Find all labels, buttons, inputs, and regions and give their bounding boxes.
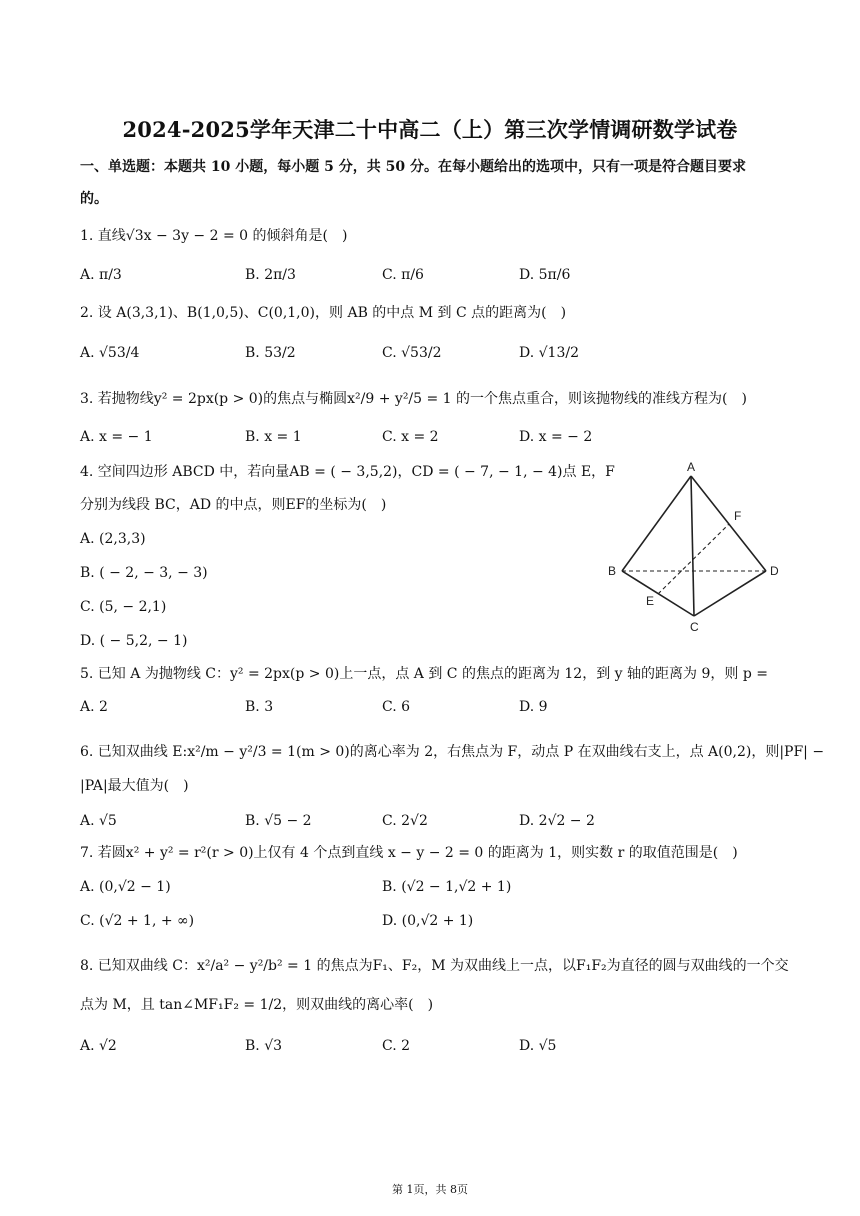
label-b: B xyxy=(608,564,617,578)
edge-ad xyxy=(691,476,766,571)
question-5-stem: 5. 已知 A 为抛物线 C：y² = 2px(p > 0)上一点，点 A 到 C 的焦点的距离为 12，到 y 轴的距离为 9，则 p = xyxy=(80,666,768,682)
question-8-option-c: C. 2 xyxy=(382,1038,411,1054)
question-6-option-c: C. 2√2 xyxy=(382,813,428,829)
question-7-stem: 7. 若圆x² + y² = r²(r > 0)上仅有 4 个点到直线 x − y − 2 = 0 的距离为 1，则实数 r 的取值范围是( ) xyxy=(80,845,738,861)
label-c: C xyxy=(690,620,699,634)
question-2-stem: 2. 设 A(3,3,1)、B(1,0,5)、C(0,1,0)，则 AB 的中点 M 到 C 点的距离为( ) xyxy=(80,305,567,321)
question-5-option-c: C. 6 xyxy=(382,699,411,715)
section-heading-line1: 一、单选题：本题共 10 小题，每小题 5 分，共 50 分。在每小题给出的选项中，只有一项是符合题目要求 xyxy=(80,159,746,175)
question-4-option-d: D. ( − 5,2, − 1) xyxy=(80,633,188,649)
label-e: E xyxy=(646,594,655,608)
edge-ab xyxy=(622,476,691,571)
question-1-option-c: C. π/6 xyxy=(382,267,424,283)
question-8-stem-line1: 8. 已知双曲线 C：x²/a² − y²/b² = 1 的焦点为F₁、F₂，M 为双曲线上一点，以F₁F₂为直径的圆与双曲线的一个交 xyxy=(80,958,789,974)
question-6-stem-line1: 6. 已知双曲线 E:x²/m − y²/3 = 1(m > 0)的离心率为 2，右焦点为 F，动点 P 在双曲线右支上，点 A(0,2)，则|PF| − xyxy=(80,744,825,760)
question-6-option-b: B. √5 − 2 xyxy=(245,813,312,829)
tetrahedron-figure xyxy=(606,456,786,634)
question-2-option-d: D. √13/2 xyxy=(519,345,579,361)
question-4-option-a: A. (2,3,3) xyxy=(80,531,146,547)
question-8-option-b: B. √3 xyxy=(245,1038,283,1054)
page-title: 2024-2025学年天津二十中高二（上）第三次学情调研数学试卷 xyxy=(122,117,738,142)
question-5-option-a: A. 2 xyxy=(80,699,108,715)
question-1-option-b: B. 2π/3 xyxy=(245,267,296,283)
question-4-stem-line1: 4. 空间四边形 ABCD 中，若向量AB = ( − 3,5,2)，CD = ( − 7, − 1, − 4)点 E，F xyxy=(80,464,615,480)
question-2-option-b: B. 53/2 xyxy=(245,345,296,361)
question-8-option-a: A. √2 xyxy=(80,1038,117,1054)
question-7-option-b: B. (√2 − 1,√2 + 1) xyxy=(382,879,512,895)
question-4-option-c: C. (5, − 2,1) xyxy=(80,599,167,615)
question-2-option-a: A. √53/4 xyxy=(80,345,140,361)
question-6-option-d: D. 2√2 − 2 xyxy=(519,813,595,829)
question-7-option-c: C. (√2 + 1, + ∞) xyxy=(80,913,195,929)
section-heading-line2: 的。 xyxy=(80,191,108,207)
edge-cd xyxy=(694,571,766,616)
question-1-option-a: A. π/3 xyxy=(80,267,122,283)
question-8-option-d: D. √5 xyxy=(519,1038,557,1054)
question-8-stem-line2: 点为 M，且 tan∠MF₁F₂ = 1/2，则双曲线的离心率( ) xyxy=(80,997,434,1013)
question-3-option-b: B. x = 1 xyxy=(245,429,302,445)
question-5-option-b: B. 3 xyxy=(245,699,274,715)
question-7-option-d: D. (0,√2 + 1) xyxy=(382,913,474,929)
question-7-option-a: A. (0,√2 − 1) xyxy=(80,879,171,895)
question-1-option-d: D. 5π/6 xyxy=(519,267,571,283)
label-a: A xyxy=(687,460,696,474)
question-5-option-d: D. 9 xyxy=(519,699,548,715)
question-4-option-b: B. ( − 2, − 3, − 3) xyxy=(80,565,208,581)
question-1-stem: 1. 直线√3x − 3y − 2 = 0 的倾斜角是( ) xyxy=(80,228,348,244)
page-footer: 第 1页，共 8页 xyxy=(392,1183,468,1196)
question-3-stem: 3. 若抛物线y² = 2px(p > 0)的焦点与椭圆x²/9 + y²/5 = 1 的一个焦点重合，则该抛物线的准线方程为( ) xyxy=(80,391,747,407)
label-f: F xyxy=(734,509,742,523)
question-6-stem-line2: |PA|最大值为( ) xyxy=(80,778,189,794)
question-3-option-c: C. x = 2 xyxy=(382,429,439,445)
label-d: D xyxy=(770,564,779,578)
question-6-option-a: A. √5 xyxy=(80,813,117,829)
question-2-option-c: C. √53/2 xyxy=(382,345,442,361)
question-3-option-d: D. x = − 2 xyxy=(519,429,593,445)
question-4-stem-line2: 分别为线段 BC，AD 的中点，则EF的坐标为( ) xyxy=(80,497,387,513)
edge-ac xyxy=(691,476,694,616)
question-3-option-a: A. x = − 1 xyxy=(80,429,153,445)
